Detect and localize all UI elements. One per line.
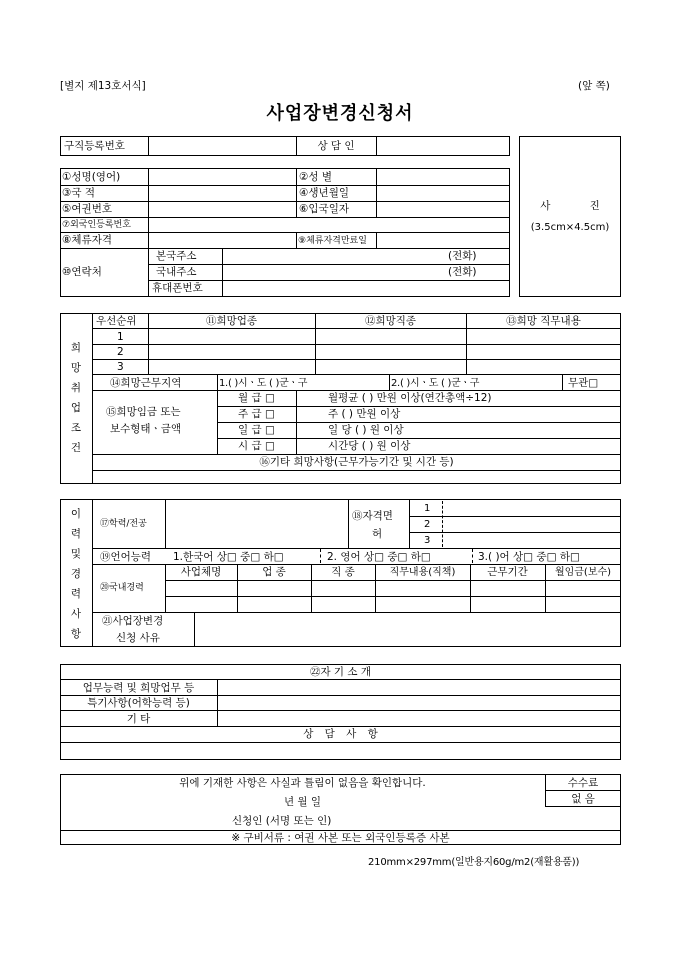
intro-abilities-field[interactable]: [219, 681, 619, 694]
region-2[interactable]: 2.( )시ㆍ도 ( )군ㆍ구: [391, 378, 480, 389]
form-number: [별지 제13호서식]: [60, 80, 146, 92]
status-expiry-field[interactable]: [378, 234, 508, 247]
korea-phone-note: (전화): [448, 266, 477, 278]
alien-reg-field[interactable]: [150, 219, 508, 231]
license-row-3: 3: [424, 535, 431, 546]
history-side-6: 사: [70, 608, 82, 620]
alien-reg-label: ⑦외국인등록번호: [62, 220, 131, 230]
education-label: ⑰학력/전공: [100, 519, 147, 529]
duties-field-2[interactable]: [468, 346, 619, 358]
sex-field[interactable]: [378, 170, 508, 184]
wage-weekly-amount[interactable]: 주 ( ) 만원 이상: [328, 408, 401, 420]
history-side-4: 경: [70, 568, 82, 580]
home-addr-label: 본국주소: [156, 250, 197, 262]
required-documents: ※ 구비서류 : 여권 사본 또는 외국인등록증 사본: [231, 832, 450, 844]
entry-label: ⑥입국일자: [299, 203, 349, 215]
wage-label-2: 보수형태ㆍ금액: [110, 423, 182, 435]
region-label: ⑭희망근무지역: [110, 377, 182, 389]
consult-field[interactable]: [62, 744, 619, 758]
license-label-1: ⑱자격면: [352, 510, 393, 522]
entry-field[interactable]: [378, 203, 508, 216]
duties-field-1[interactable]: [468, 330, 619, 343]
korea-addr-field[interactable]: [224, 266, 444, 279]
mobile-field[interactable]: [224, 282, 508, 295]
history-side-7: 항: [70, 628, 82, 640]
birth-label: ④생년월일: [299, 187, 349, 199]
wage-hourly-amount[interactable]: 시간당 ( ) 원 이상: [328, 440, 411, 452]
industry-field-1[interactable]: [150, 330, 313, 343]
wage-label-1: ⑮희망임금 또는: [106, 406, 181, 418]
nationality-field[interactable]: [150, 187, 294, 200]
language-korean[interactable]: 1.한국어 상□ 중□ 하□: [173, 551, 284, 563]
license-field-1[interactable]: [446, 501, 619, 515]
license-field-3[interactable]: [446, 534, 619, 547]
career-label: ⑳국내경력: [100, 583, 144, 593]
conditions-side-2: 망: [70, 362, 82, 374]
home-phone-note: (전화): [448, 250, 477, 262]
language-label: ⑲언어능력: [100, 551, 152, 563]
confirm-statement: 위에 기재한 사항은 사실과 틀림이 없음을 확인합니다.: [179, 777, 426, 789]
job-field-3[interactable]: [317, 361, 464, 373]
intro-row-special: 특기사항(어학능력 등): [87, 697, 190, 709]
fee-value: 없 음: [571, 793, 595, 805]
duties-header: ⑬희망 직무내용: [506, 315, 581, 327]
change-reason-field[interactable]: [196, 614, 619, 645]
paper-spec: 210mm×297mm(일반용지60g/m2(재활용품)): [368, 857, 580, 868]
industry-field-3[interactable]: [150, 361, 313, 373]
history-side-1: 이: [70, 508, 82, 520]
job-header: ⑫희망직종: [364, 315, 417, 327]
license-field-2[interactable]: [446, 518, 619, 531]
career-header-company: 사업체명: [180, 566, 222, 578]
conditions-side-1: 희: [70, 342, 82, 354]
birth-field[interactable]: [378, 187, 508, 200]
career-header-job: 직 종: [331, 566, 355, 578]
confirm-date[interactable]: 년 월 일: [283, 796, 322, 808]
change-reason-label-2: 신청 사유: [116, 632, 160, 644]
region-1[interactable]: 1.( )시ㆍ도 ( )군ㆍ구: [219, 378, 308, 389]
industry-header: ⑪희망업종: [205, 315, 258, 327]
language-other[interactable]: 3.( )어 상□ 중□ 하□: [478, 551, 580, 563]
name-field[interactable]: [150, 170, 294, 184]
reg-no-label: 구직등록번호: [64, 140, 125, 152]
intro-row-other: 기 타: [126, 713, 151, 725]
counselor-label: 상 담 인: [317, 140, 355, 152]
intro-other-field[interactable]: [219, 712, 619, 725]
photo-size: (3.5cm×4.5cm): [530, 222, 610, 233]
contact-label: ⑩연락처: [62, 266, 102, 278]
language-english[interactable]: 2. 영어 상□ 중□ 하□: [327, 551, 431, 563]
intro-special-field[interactable]: [219, 697, 619, 709]
conditions-side-5: 조: [70, 422, 82, 434]
photo-box: [519, 136, 621, 297]
wage-monthly-checkbox[interactable]: 월 급 □: [238, 392, 275, 404]
name-label: ①성명(영어): [62, 171, 121, 183]
career-header-industry: 업 종: [262, 566, 286, 578]
wage-daily-checkbox[interactable]: 일 급 □: [238, 424, 275, 436]
photo-label: 사 진: [540, 200, 618, 212]
priority-2: 2: [117, 346, 124, 358]
status-field[interactable]: [150, 234, 294, 247]
wage-hourly-checkbox[interactable]: 시 급 □: [238, 440, 275, 452]
duties-field-3[interactable]: [468, 361, 619, 373]
page-title: 사업장변경신청서: [266, 103, 414, 124]
status-expiry-label: ⑨체류자격만료일: [298, 236, 367, 246]
passport-label: ⑤여권번호: [62, 203, 112, 215]
conditions-side-6: 건: [70, 442, 82, 454]
mobile-label: 휴대폰번호: [152, 282, 203, 294]
priority-3: 3: [117, 361, 124, 373]
license-row-1: 1: [424, 503, 431, 514]
counselor-field[interactable]: [378, 138, 508, 154]
region-any-checkbox[interactable]: 무관□: [568, 377, 599, 389]
job-field-2[interactable]: [317, 346, 464, 358]
intro-row-abilities: 업무능력 및 희망업무 등: [82, 682, 195, 694]
wage-daily-amount[interactable]: 일 당 ( ) 원 이상: [328, 424, 404, 436]
license-row-2: 2: [424, 519, 431, 530]
career-header-period: 근무기간: [487, 566, 528, 578]
home-addr-field[interactable]: [224, 250, 444, 263]
education-field[interactable]: [167, 501, 346, 546]
sex-label: ②성 별: [299, 171, 333, 183]
career-header-duties: 직무내용(직책): [389, 567, 456, 578]
history-side-5: 력: [70, 588, 82, 600]
priority-1: 1: [117, 331, 124, 343]
license-label-2: 허: [372, 528, 383, 540]
conditions-side-3: 취: [70, 382, 82, 394]
change-reason-label-1: ㉑사업장변경: [102, 615, 164, 627]
passport-field[interactable]: [150, 203, 294, 216]
nationality-label: ③국 적: [62, 187, 96, 199]
other-wishes-field[interactable]: [94, 472, 619, 482]
korea-addr-label: 국내주소: [156, 266, 197, 278]
wage-monthly-amount[interactable]: 월평균 ( ) 만원 이상(연간총액÷12): [328, 392, 492, 404]
status-label: ⑧체류자격: [62, 234, 112, 246]
conditions-side-4: 업: [70, 402, 82, 414]
career-header-wage: 월임금(보수): [554, 567, 612, 578]
wage-weekly-checkbox[interactable]: 주 급 □: [238, 408, 275, 420]
history-side-2: 력: [70, 528, 82, 540]
industry-field-2[interactable]: [150, 346, 313, 358]
page-side: (앞 쪽): [578, 80, 610, 92]
history-side-3: 및: [70, 548, 82, 560]
priority-header: 우선순위: [96, 315, 137, 327]
job-field-1[interactable]: [317, 330, 464, 343]
other-wishes-label: ⑯기타 희망사항(근무가능기간 및 시간 등): [259, 456, 454, 468]
applicant-signature[interactable]: 신청인 (서명 또는 인): [232, 815, 332, 827]
career-row-2[interactable]: [167, 598, 619, 611]
intro-header: ㉒자 기 소 개: [309, 666, 372, 678]
reg-no-field[interactable]: [150, 138, 294, 154]
career-row-1[interactable]: [167, 582, 619, 595]
consult-header: 상 담 사 항: [303, 728, 378, 740]
fee-label: 수수료: [567, 777, 599, 789]
